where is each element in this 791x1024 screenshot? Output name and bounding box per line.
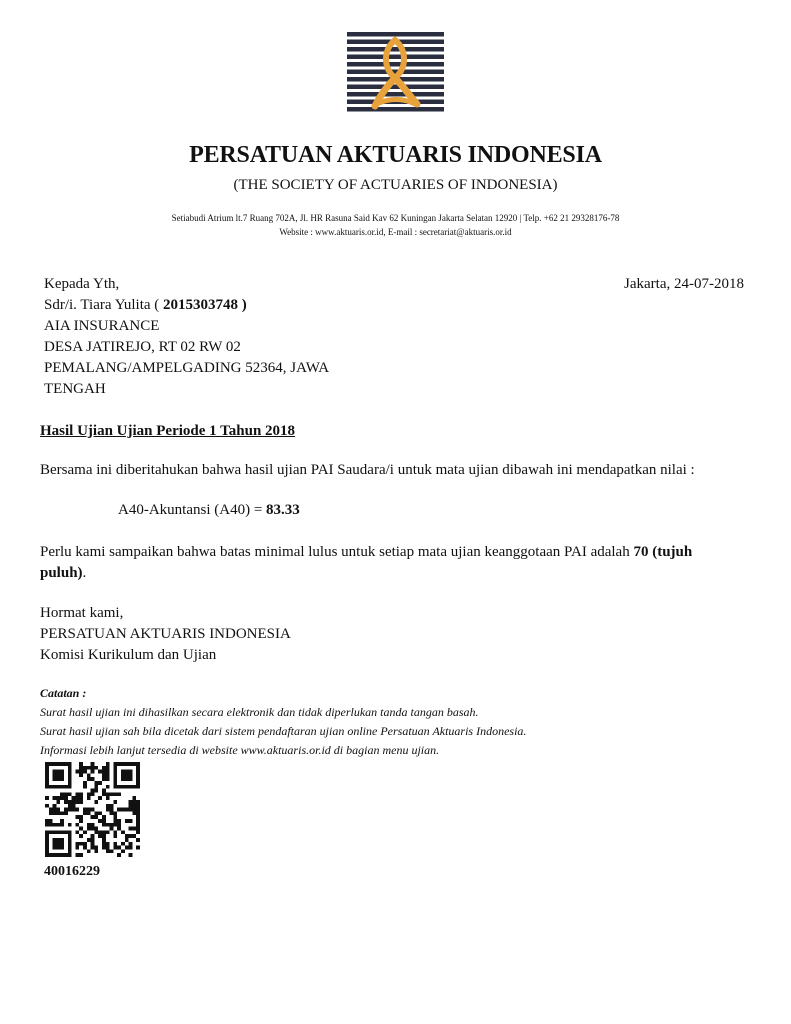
exam-label: A40-Akuntansi (A40) = <box>118 502 267 518</box>
exam-score: 83.33 <box>266 502 300 518</box>
intro-paragraph: Bersama ini diberitahukan bahwa hasil ujian PAI Saudara/i untuk mata ujian dibawah ini mendapatkan nilai : <box>40 462 695 478</box>
letter-date: Jakarta, 24-07-2018 <box>624 276 744 292</box>
recipient-company: AIA INSURANCE <box>44 318 160 334</box>
qr-code-icon <box>45 762 140 857</box>
org-title: PERSATUAN AKTUARIS INDONESIA <box>189 142 602 168</box>
pass-minimum-text: Perlu kami sampaikan bahwa batas minimal lulus untuk setiap mata ujian keanggotaan PAI adalah <box>40 544 634 560</box>
org-address: Setiabudi Atrium lt.7 Ruang 702A, Jl. HR Rasuna Said Kav 62 Kuningan Jakarta Selatan 12920 | Telp. +62 21 29328176-78 <box>171 213 620 223</box>
exam-result <box>118 502 300 519</box>
notes-line: Informasi lebih lanjut tersedia di website www.aktuaris.or.id di bagian menu ujian. <box>40 743 440 757</box>
closing-org: PERSATUAN AKTUARIS INDONESIA <box>40 626 291 642</box>
notes-block <box>40 684 740 760</box>
recipient-address-2: PEMALANG/AMPELGADING 52364, JAWA <box>44 360 330 376</box>
recipient-address-3: TENGAH <box>44 381 106 397</box>
org-contact: Website : www.aktuaris.or.id, E-mail : secretariat@aktuaris.or.id <box>279 227 512 237</box>
letter-subject: Hasil Ujian Ujian Periode 1 Tahun 2018 <box>40 423 296 439</box>
recipient-address-1: DESA JATIREJO, RT 02 RW 02 <box>44 339 241 355</box>
pass-minimum-value: 70 (tujuh puluh) <box>40 544 693 581</box>
recipient-name-text: Sdr/i. Tiara Yulita ( <box>44 297 164 313</box>
org-subtitle: (THE SOCIETY OF ACTUARIES OF INDONESIA) <box>233 177 558 193</box>
closing-regards: Hormat kami, <box>40 605 124 621</box>
greeting: Kepada Yth, <box>44 276 120 292</box>
pai-logo <box>347 32 444 114</box>
recipient-block <box>44 274 374 400</box>
member-id: 2015303748 <box>163 297 239 313</box>
notes-line: Surat hasil ujian ini dihasilkan secara elektronik dan tidak diperlukan tanda tangan basah. <box>40 705 479 719</box>
closing-committee: Komisi Kurikulum dan Ujian <box>40 647 217 663</box>
document-code: 40016229 <box>44 864 100 879</box>
recipient-name-suffix: ) <box>238 297 247 313</box>
recipient-name <box>44 295 374 316</box>
closing-block <box>40 603 291 666</box>
notes-line: Surat hasil ujian sah bila dicetak dari sistem pendaftaran ujian online Persatuan Aktuaris Indonesia. <box>40 724 527 738</box>
pass-minimum-paragraph <box>40 542 740 584</box>
pass-minimum-end: . <box>82 565 87 581</box>
notes-heading: Catatan : <box>40 686 87 700</box>
